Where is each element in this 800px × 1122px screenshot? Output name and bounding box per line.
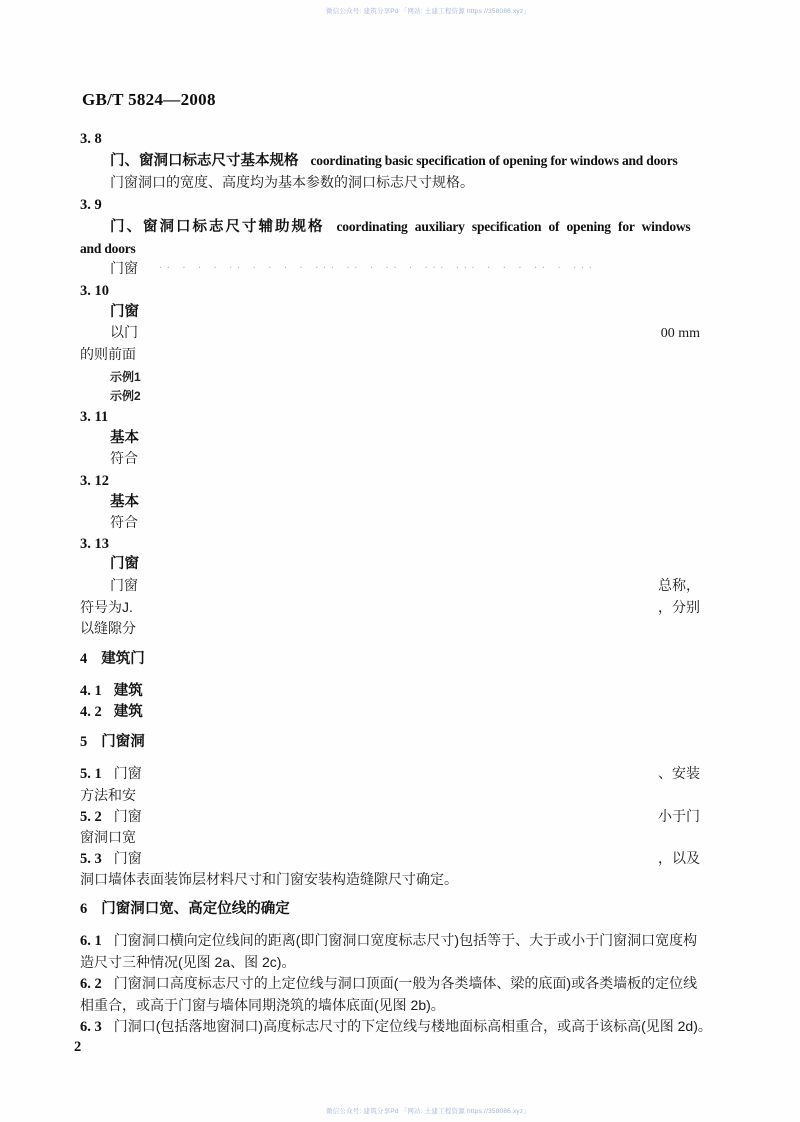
term-definition-erased bbox=[110, 575, 138, 595]
text-run: 建筑门 bbox=[101, 651, 145, 667]
text-run: 的则前面 bbox=[80, 346, 136, 362]
term-heading-erased bbox=[110, 301, 139, 322]
text-run: 5. 3 bbox=[80, 851, 102, 867]
text-run: 3. 12 bbox=[80, 473, 109, 489]
text-run: 符合 bbox=[110, 450, 138, 466]
text-run: 示例2 bbox=[110, 389, 141, 403]
text-run: 建筑 bbox=[113, 683, 143, 699]
text-run: 总称， bbox=[658, 577, 700, 593]
text-run: 3. 9 bbox=[80, 197, 102, 213]
clause-body-erased bbox=[80, 763, 142, 784]
text-run: 门窗洞 bbox=[101, 734, 145, 750]
text-run: coordinating auxiliary specification of opening for windows bbox=[336, 219, 691, 234]
text-run: 门窗 bbox=[110, 260, 138, 276]
text-run: 6. 3 bbox=[80, 1019, 102, 1035]
text-run-right bbox=[658, 848, 700, 868]
body-erased bbox=[80, 344, 136, 364]
term-heading bbox=[110, 216, 690, 237]
clause-body-erased bbox=[80, 806, 142, 827]
text-run: 基本 bbox=[110, 430, 139, 446]
text-run: 2 bbox=[74, 1039, 82, 1055]
text-run: 方法和安 bbox=[80, 787, 136, 803]
text-run: 门、窗洞口标志尺寸辅助规格 bbox=[110, 219, 325, 235]
text-run-right bbox=[658, 575, 700, 595]
text-run: GB/T 5824—2008 bbox=[82, 90, 216, 109]
clause-number bbox=[80, 406, 108, 427]
text-run: 门窗 bbox=[113, 808, 142, 824]
term-definition-erased bbox=[110, 258, 596, 278]
text-run: 门窗洞口高度标志尺寸的上定位线与洞口顶面(一般为各类墙体、梁的底面)或各类墙板的定位线 bbox=[113, 975, 698, 991]
text-run: 门窗 bbox=[110, 556, 139, 572]
watermark-bottom: 微信公众号: 建筑分享Pd 「网站: 土建工程资源 https://358086.xyz」 bbox=[325, 1108, 531, 1115]
text-run: 3. 10 bbox=[80, 283, 109, 299]
text-run: 符合 bbox=[110, 514, 138, 530]
clause-body-erased bbox=[80, 848, 142, 869]
text-run: 4. 2 bbox=[80, 704, 102, 720]
clause-number bbox=[80, 470, 109, 491]
clause-body bbox=[80, 1016, 712, 1037]
text-run: 基本 bbox=[110, 494, 139, 510]
text-run-right bbox=[658, 806, 700, 826]
clause-heading bbox=[80, 680, 143, 701]
text-run: 6 bbox=[80, 901, 88, 917]
text-run: 窗洞口宽 bbox=[80, 829, 136, 845]
text-run: 4 bbox=[80, 651, 88, 667]
clause-body-cont bbox=[80, 869, 458, 889]
text-run: 6. 2 bbox=[80, 976, 102, 992]
text-run: 3. 13 bbox=[80, 536, 109, 552]
text-run: 00 mm bbox=[660, 326, 700, 341]
clause-number bbox=[80, 194, 102, 215]
term-heading-erased bbox=[110, 553, 139, 574]
text-run: ·· · · · ·· · · · · ··· ·· · ·· · ··· ··· · · · ·· · ··· bbox=[158, 263, 596, 272]
text-run: 5 bbox=[80, 734, 88, 750]
text-run: 6. 1 bbox=[80, 933, 102, 949]
text-run: 以缝隙分 bbox=[80, 620, 136, 636]
term-heading-erased bbox=[110, 427, 139, 448]
text-run: 建筑 bbox=[113, 704, 143, 720]
text-run: 造尺寸三种情况(见图 2a、图 2c)。 bbox=[80, 954, 296, 970]
text-run: 以门 bbox=[110, 324, 138, 340]
text-run: 门窗 bbox=[113, 850, 142, 866]
clause-heading bbox=[80, 701, 143, 722]
term-heading bbox=[110, 150, 678, 171]
clause-body bbox=[80, 973, 697, 994]
clause-body-cont bbox=[80, 995, 445, 1015]
standard-code-header bbox=[82, 90, 216, 110]
text-run: and doors bbox=[80, 241, 136, 256]
clause-body-cont bbox=[80, 827, 136, 847]
example-note bbox=[110, 385, 141, 406]
section-heading bbox=[80, 731, 145, 752]
text-run: 门、窗洞口标志尺寸基本规格 bbox=[110, 153, 299, 169]
text-run-right bbox=[661, 322, 700, 344]
text-run-right bbox=[658, 763, 700, 783]
text-run: 相重合，或高于门窗与墙体同期浇筑的墙体底面(见图 2b)。 bbox=[80, 997, 445, 1013]
text-run: 门窗 bbox=[113, 765, 142, 781]
text-run: 5. 1 bbox=[80, 766, 102, 782]
text-run: 门窗洞口的宽度、高度均为基本参数的洞口标志尺寸规格。 bbox=[110, 174, 474, 190]
term-definition-erased bbox=[110, 512, 138, 532]
text-run: ，分别 bbox=[658, 599, 700, 615]
term-definition-erased bbox=[110, 448, 138, 468]
text-run: 示例1 bbox=[110, 370, 141, 384]
example-note bbox=[110, 366, 141, 387]
body-erased bbox=[80, 597, 133, 617]
text-run: 门窗 bbox=[110, 304, 139, 320]
text-run: 5. 2 bbox=[80, 809, 102, 825]
text-run: 4. 1 bbox=[80, 683, 102, 699]
text-run: 门洞口(包括落地窗洞口)高度标志尺寸的下定位线与楼地面标高相重合，或高于该标高(见图 2d)。 bbox=[113, 1018, 712, 1034]
text-run: 小于门 bbox=[658, 808, 700, 824]
text-run: coordinating basic specification of opening for windows and doors bbox=[310, 153, 678, 168]
term-heading-erased bbox=[110, 491, 139, 512]
body-erased bbox=[80, 618, 136, 638]
clause-number bbox=[80, 280, 109, 301]
term-heading-cont bbox=[80, 238, 136, 259]
text-run: 3. 11 bbox=[80, 409, 109, 425]
page-number bbox=[74, 1036, 81, 1057]
text-run: 门窗洞口宽、高定位线的确定 bbox=[101, 901, 290, 917]
text-run: 、安装 bbox=[658, 765, 700, 781]
text-run: 符号为J. bbox=[80, 599, 133, 615]
body-erased bbox=[110, 322, 138, 342]
clause-number bbox=[80, 128, 102, 149]
text-run: 门窗 bbox=[110, 577, 138, 593]
text-run: ，以及 bbox=[658, 850, 700, 866]
clause-number bbox=[80, 533, 109, 554]
watermark-top: 微信公众号: 建筑分享Pd 「网站: 土建工程资源 https://358086.xyz」 bbox=[325, 8, 531, 15]
section-heading bbox=[80, 648, 145, 669]
text-run-right bbox=[658, 597, 700, 617]
section-heading bbox=[80, 898, 290, 919]
text-run: 门窗洞口横向定位线间的距离(即门窗洞口宽度标志尺寸)包括等于、大于或小于门窗洞口宽度构 bbox=[113, 932, 698, 948]
clause-body-cont bbox=[80, 952, 295, 972]
clause-body bbox=[80, 930, 697, 951]
term-definition bbox=[110, 172, 474, 192]
text-run: 3. 8 bbox=[80, 131, 102, 147]
text-run: 洞口墙体表面装饰层材料尺寸和门窗安装构造缝隙尺寸确定。 bbox=[80, 871, 458, 887]
clause-body-cont bbox=[80, 785, 136, 805]
